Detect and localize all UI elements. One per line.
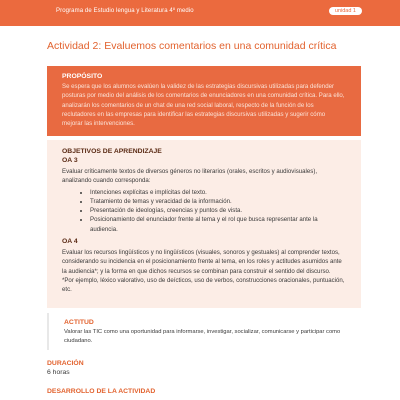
oa4-text: Evaluar los recursos lingüísticos y no lingüísticos (visuales, sonoros y gestuales) al comprender textos, considerando su incidencia en el posicionamiento frente al tema, en los roles y actitudes asumidos ante la audiencia*; y la forma en que dichos recursos se combinan para construir el sentido del discurso. <box>62 249 342 275</box>
program-name: Programa de Estudio lengua y Literatura 4º medio <box>56 8 194 14</box>
actitud-heading: ACTITUD <box>64 319 94 326</box>
oa3-bullet-list <box>62 188 346 234</box>
oa4-code: OA 4 <box>62 238 78 246</box>
objectives-box <box>47 140 361 308</box>
list-item: • Intenciones explícitas e implícitas del texto. <box>90 188 346 197</box>
activity-title: Actividad 2: Evaluemos comentarios en una comunidad crítica <box>47 40 337 52</box>
desarrollo-section <box>47 388 155 395</box>
list-item: • Tratamiento de temas y veracidad de la información. <box>90 197 346 206</box>
oa4-note: *Por ejemplo, léxico valorativo, uso de deícticos, uso de verbos, construcciones oracionales, puntuación, etc. <box>62 276 345 294</box>
objectives-heading: OBJETIVOS DE APRENDIZAJE <box>62 148 162 155</box>
oa3-text: Evaluar críticamente textos de diversos géneros no literarios (orales, escritos y audiovisuales), analizando cuando corresponda: <box>62 168 318 185</box>
purpose-text: Se espera que los alumnos evalúen la validez de las estrategias discursivas utilizadas para defender posturas por medio del análisis de los comentarios de enunciadores en una comunidad crítica. Para ello, analizarán los comentarios de un chat de una red social laboral, respecto de la función de los reclutadores en las empresas para identificar las estrategias discursivas utilizadas y sugerir cómo mejorar las intervenciones. <box>62 83 345 128</box>
oa3-code: OA 3 <box>62 157 78 164</box>
unit-badge: unidad 1 <box>329 7 362 15</box>
list-item: • Posicionamiento del enunciador frente al tema y el rol que busca representar ante la audiencia. <box>90 215 346 234</box>
actitud-text: Valorar las TIC como una oportunidad para informarse, investigar, socializar, comunicarse y participar como ciudadano. <box>64 329 341 344</box>
duracion-section <box>47 360 84 376</box>
desarrollo-heading: DESARROLLO DE LA ACTIVIDAD <box>47 388 156 395</box>
purpose-box <box>47 66 361 136</box>
duracion-heading: DURACIÓN <box>47 360 84 367</box>
duracion-value: 6 horas <box>47 369 70 376</box>
header-bar <box>0 0 400 26</box>
list-item: • Presentación de ideologías, creencias y puntos de vista. <box>90 206 346 215</box>
purpose-heading: PROPÓSITO <box>62 73 103 80</box>
actitud-section <box>47 313 361 350</box>
